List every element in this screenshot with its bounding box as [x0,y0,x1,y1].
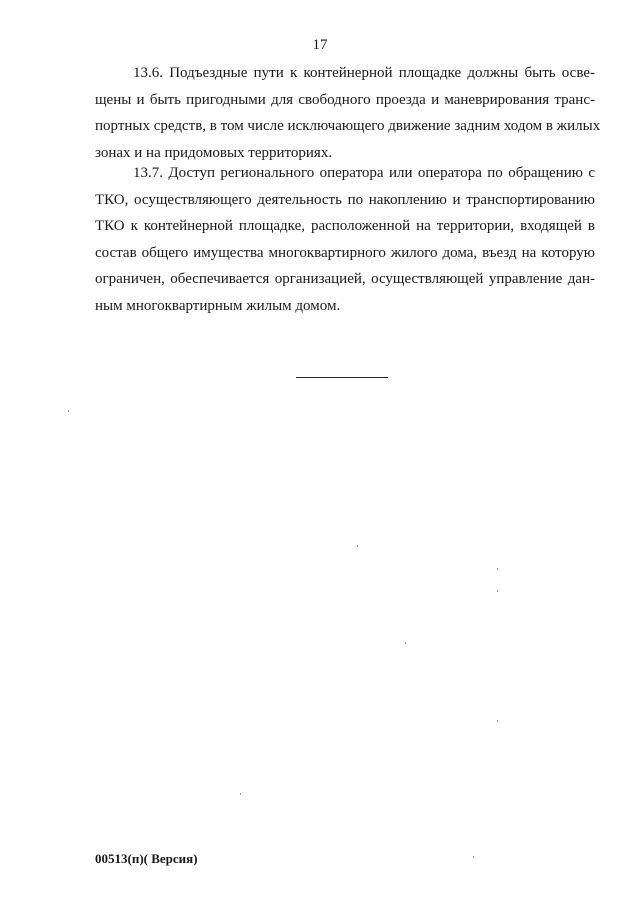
paragraph-line: портных средств, в том числе исключающего движение задним ходом в жилых [95,118,601,134]
section-divider [296,377,388,378]
scan-speck [473,856,474,858]
paragraph-line: зонах и на придомовых территориях. [95,144,333,161]
paragraph-line: щены и быть пригодными для свободного проезда и маневрирования транс- [95,91,595,108]
scan-speck [497,590,498,592]
paragraph-line: ТКО, осуществляющего деятельность по накоплению и транспортированию [95,191,595,208]
paragraph-line: 13.7. Доступ регионального оператора или оператора по обращению с [133,165,595,181]
scan-speck [68,410,69,412]
paragraph-line: 13.6. Подъездные пути к контейнерной площадке должны быть осве- [133,65,595,81]
scan-speck [240,793,241,795]
paragraph-13-6 [95,60,601,166]
paragraph-line: ТКО к контейнерной площадке, расположенной на территории, входящей в [95,218,595,234]
paragraph-line: ным многоквартирным жилым домом. [95,297,341,314]
scan-speck [357,545,358,547]
page-number: 17 [312,37,328,53]
scan-speck [405,642,406,644]
paragraph-13-7 [95,160,595,319]
paragraph-line: ограничен, обеспечивается организацией, осуществляющей управление дан- [95,271,595,287]
scan-speck [497,568,498,570]
document-code: 00513(п)( Версия) [95,851,198,866]
scan-speck [497,720,498,722]
paragraph-line: состав общего имущества многоквартирного жилого дома, въезд на которую [95,244,595,261]
